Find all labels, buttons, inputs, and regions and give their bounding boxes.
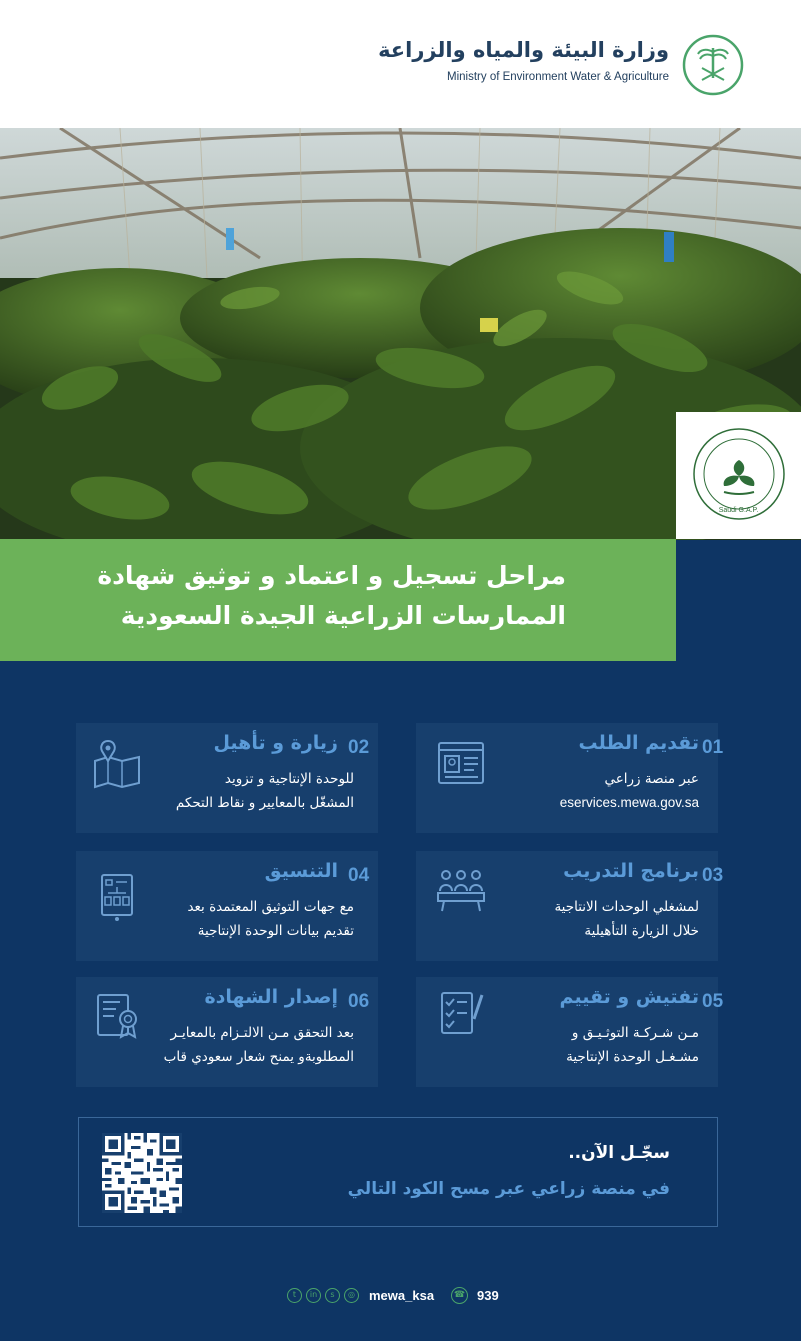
step-card-01 <box>416 723 724 833</box>
step-line: للوحدة الإنتاجية و تزويد <box>224 771 354 787</box>
step-title: برنامج التدريب <box>563 860 699 882</box>
step-card-04 <box>76 851 378 961</box>
register-subtitle: في منصة زراعي عبر مسح الكود التالي <box>347 1179 670 1199</box>
step-line: تقديم بيانات الوحدة الإنتاجية <box>197 923 354 939</box>
step-line: مـن شـركـة التوثـيـق و <box>571 1025 699 1041</box>
snapchat-icon[interactable]: s <box>325 1288 340 1303</box>
step-line: لمشغلي الوحدات الانتاجية <box>554 899 699 915</box>
ministry-logo-icon <box>682 34 744 96</box>
footer <box>0 1287 801 1307</box>
step-card-03 <box>416 851 724 961</box>
step-number: 04 <box>348 865 370 886</box>
social-handle[interactable]: mewa_ksa <box>369 1288 435 1303</box>
banner-title-line1: مراحل تسجيل و اعتماد و توثيق شهادة <box>97 561 566 590</box>
training-icon <box>436 867 486 917</box>
phone-icon: ☎ <box>451 1287 468 1304</box>
step-line: المشغّل بالمعايير و نقاط التحكم <box>175 795 354 811</box>
step-description <box>459 1021 699 1069</box>
certificate-icon <box>94 991 144 1041</box>
step-description <box>114 767 354 815</box>
step-title: تفتيش و تقييم <box>559 986 699 1008</box>
saudi-gap-label: Saudi G.A.P. <box>718 507 759 514</box>
step-description <box>459 767 699 815</box>
step-card-02 <box>76 723 378 833</box>
step-line: مع جهات التوثيق المعتمدة بعد <box>187 899 354 915</box>
step-number: 01 <box>702 737 724 758</box>
step-description <box>459 895 699 943</box>
step-description <box>114 1021 354 1069</box>
title-banner <box>0 539 676 661</box>
twitter-icon[interactable]: t <box>287 1288 302 1303</box>
org-chart-icon <box>96 873 146 923</box>
instagram-icon[interactable]: ◎ <box>344 1288 359 1303</box>
step-line: مشـغـل الوحدة الإنتاجية <box>566 1049 699 1065</box>
step-number: 06 <box>348 991 370 1012</box>
qr-code[interactable] <box>102 1133 182 1213</box>
step-line: خلال الزيارة التأهيلية <box>584 923 699 939</box>
phone-number[interactable]: 939 <box>477 1288 499 1303</box>
step-line: eservices.mewa.gov.sa <box>559 795 699 810</box>
step-number: 05 <box>702 991 724 1012</box>
application-form-icon <box>436 739 486 789</box>
step-number: 02 <box>348 737 370 758</box>
step-number: 03 <box>702 865 724 886</box>
saudi-gap-logo-icon <box>676 412 801 539</box>
step-line: عبر منصة زراعي <box>604 771 699 787</box>
banner-title-line2: الممارسات الزراعية الجيدة السعودية <box>120 601 566 630</box>
step-card-06 <box>76 977 378 1087</box>
ministry-name-ar: وزارة البيئة والمياه والزراعة <box>378 38 669 62</box>
linkedin-icon[interactable]: in <box>306 1288 321 1303</box>
register-title: سجّـل الآن.. <box>568 1143 670 1163</box>
ministry-name-en: Ministry of Environment Water & Agriculture <box>447 71 669 83</box>
map-location-icon <box>92 739 142 789</box>
step-title: زيارة و تأهيل <box>213 732 338 754</box>
checklist-icon <box>436 989 486 1039</box>
step-line: المطلوبةو يمنح شعار سعودي قاب <box>163 1049 354 1065</box>
step-description <box>114 895 354 943</box>
register-box <box>78 1117 718 1227</box>
step-line: بعد التحقق مـن الالتـزام بالمعايـر <box>170 1025 354 1041</box>
step-card-05 <box>416 977 724 1087</box>
step-title: تقديم الطلب <box>578 732 699 754</box>
step-title: التنسيق <box>264 860 338 882</box>
header <box>0 0 801 128</box>
saudi-gap-badge <box>676 412 801 539</box>
step-title: إصدار الشهادة <box>204 986 338 1008</box>
